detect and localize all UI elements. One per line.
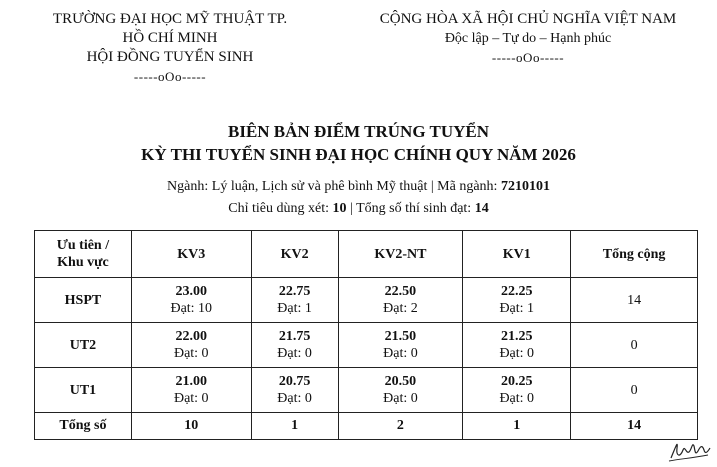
- score-cell: [131, 278, 251, 323]
- corner-header-line2: Khu vực: [57, 255, 109, 270]
- score-cell: [251, 278, 338, 323]
- row-total: 0: [571, 323, 698, 368]
- cutoff-score: 21.25: [500, 329, 533, 344]
- table-row: [35, 368, 698, 413]
- cutoff-score: 22.00: [175, 329, 207, 344]
- column-header: KV2-NT: [338, 231, 463, 278]
- column-header: KV2: [251, 231, 338, 278]
- row-label: HSPT: [35, 278, 132, 323]
- cutoff-score: 22.25: [500, 284, 533, 299]
- cutoff-score: 20.50: [384, 374, 417, 389]
- row-total: 14: [571, 278, 698, 323]
- council-name: HỘI ĐỒNG TUYỂN SINH: [86, 49, 254, 65]
- national-header: [350, 10, 706, 67]
- total-candidates-value: 14: [474, 201, 489, 216]
- total-value: 2: [338, 413, 463, 440]
- score-cell: [338, 368, 463, 413]
- pass-count: Đạt: 0: [499, 346, 535, 361]
- cutoff-score: 21.50: [384, 329, 417, 344]
- row-total: 0: [571, 368, 698, 413]
- total-value: 1: [251, 413, 338, 440]
- cutoff-score: 22.50: [384, 284, 417, 299]
- score-cell: [463, 368, 571, 413]
- country-name: CỘNG HÒA XÃ HỘI CHỦ NGHĨA VIỆT NAM: [379, 11, 677, 27]
- major-code: 7210101: [500, 179, 550, 194]
- cutoff-score: 21.00: [175, 374, 207, 389]
- cutoff-score: 23.00: [175, 284, 207, 299]
- pass-count: Đạt: 0: [277, 391, 312, 406]
- grand-total: 14: [571, 413, 698, 440]
- column-header: KV3: [131, 231, 251, 278]
- pass-count: Đạt: 1: [499, 301, 535, 316]
- score-cell: [251, 368, 338, 413]
- institution-name-line1: TRƯỜNG ĐẠI HỌC MỸ THUẬT TP.: [52, 11, 288, 27]
- total-value: 10: [131, 413, 251, 440]
- total-row-label: Tổng số: [35, 413, 132, 440]
- pass-count: Đạt: 0: [383, 346, 418, 361]
- total-candidates-label: Tổng số thí sinh đạt:: [356, 201, 472, 216]
- total-value: 1: [463, 413, 571, 440]
- column-header: KV1: [463, 231, 571, 278]
- pass-count: Đạt: 0: [277, 346, 312, 361]
- table-header-row: [35, 231, 698, 278]
- score-cell: [251, 323, 338, 368]
- cutoff-score: 21.75: [278, 329, 311, 344]
- document-title: BIÊN BẢN ĐIỂM TRÚNG TUYỂN: [227, 122, 490, 141]
- corner-header: [35, 231, 132, 278]
- header-left-separator: -----oOo-----: [133, 69, 207, 84]
- institution-header: [40, 10, 300, 86]
- pass-count: Đạt: 0: [173, 346, 209, 361]
- quota-label: Chỉ tiêu dùng xét:: [228, 201, 330, 216]
- pass-count: Đạt: 10: [170, 301, 213, 316]
- quota-info: [0, 199, 717, 218]
- score-table: [34, 230, 698, 440]
- institution-name-line2: HỒ CHÍ MINH: [122, 30, 218, 46]
- quota-separator: |: [350, 201, 353, 216]
- score-cell: [131, 368, 251, 413]
- major-info: [0, 177, 717, 196]
- signature-icon: [668, 436, 712, 464]
- cutoff-score: 22.75: [278, 284, 311, 299]
- table-row: [35, 323, 698, 368]
- header-right-separator: -----oOo-----: [491, 50, 565, 65]
- pass-count: Đạt: 1: [277, 301, 312, 316]
- document-subtitle: KỲ THI TUYỂN SINH ĐẠI HỌC CHÍNH QUY NĂM 2026: [141, 145, 576, 164]
- pass-count: Đạt: 2: [383, 301, 418, 316]
- cutoff-score: 20.25: [500, 374, 533, 389]
- major-label: Ngành: Lý luận, Lịch sử và phê bình Mỹ thuật | Mã ngành:: [167, 179, 498, 194]
- pass-count: Đạt: 0: [499, 391, 535, 406]
- row-label: UT2: [35, 323, 132, 368]
- national-motto: Độc lập – Tự do – Hạnh phúc: [444, 31, 612, 46]
- table-row: [35, 278, 698, 323]
- table-total-row: [35, 413, 698, 440]
- pass-count: Đạt: 0: [173, 391, 209, 406]
- score-cell: [338, 278, 463, 323]
- score-cell: [131, 323, 251, 368]
- cutoff-score: 20.75: [278, 374, 311, 389]
- column-header: Tổng cộng: [571, 231, 698, 278]
- corner-header-line1: Ưu tiên /: [56, 238, 110, 253]
- quota-value: 10: [332, 201, 347, 216]
- row-label: UT1: [35, 368, 132, 413]
- score-cell: [463, 278, 571, 323]
- score-cell: [338, 323, 463, 368]
- pass-count: Đạt: 0: [383, 391, 418, 406]
- score-cell: [463, 323, 571, 368]
